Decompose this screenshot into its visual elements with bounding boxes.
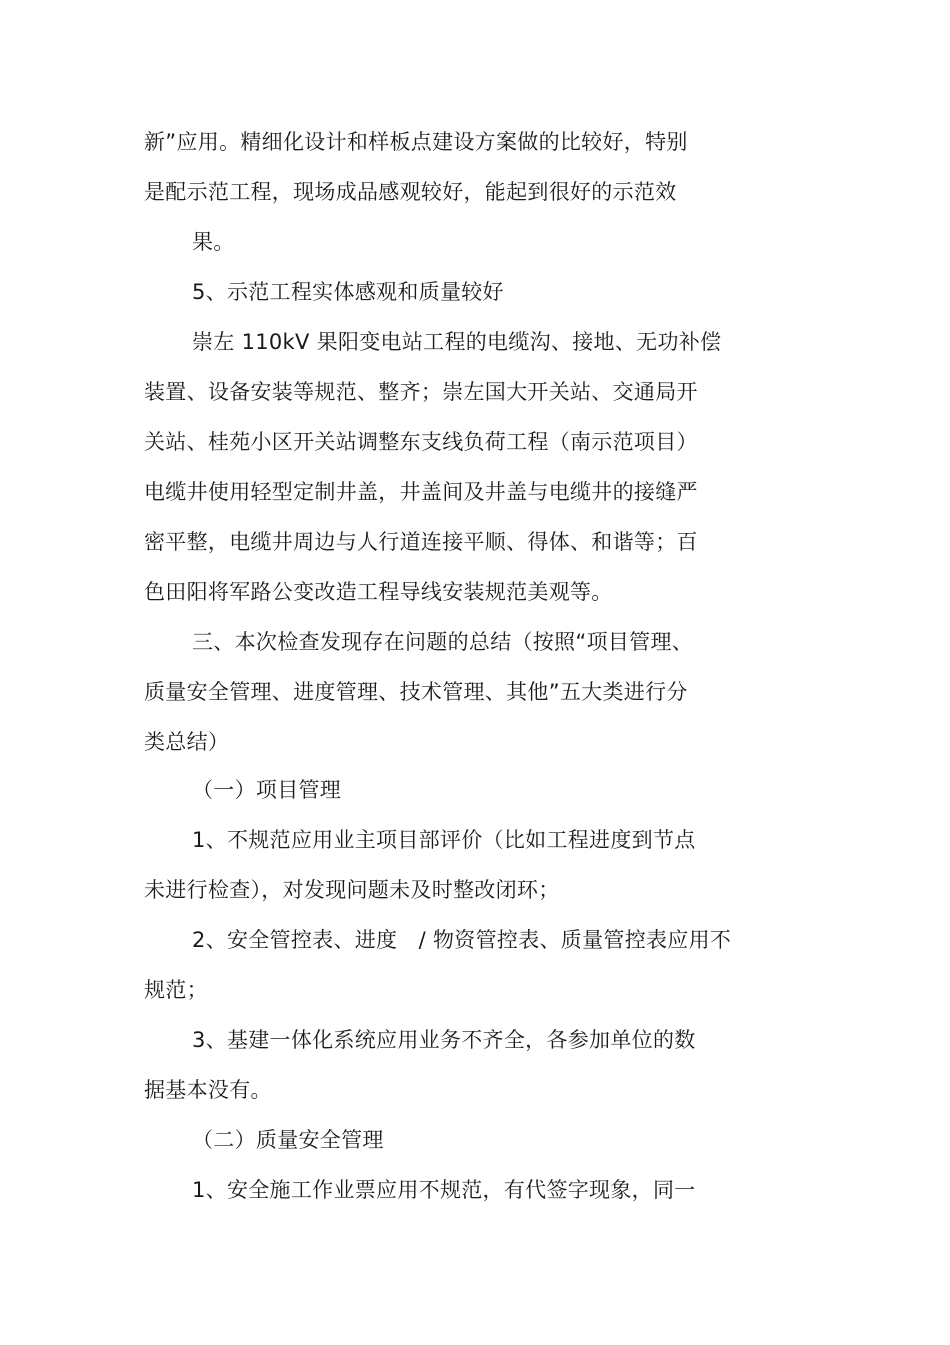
text-line: 是配示范工程，现场成品感观较好，能起到很好的示范效 xyxy=(144,180,677,204)
section-heading: 5、示范工程实体感观和质量较好 xyxy=(192,280,504,304)
list-item: 2、安全管控表、进度 / 物资管控表、质量管控表应用不 xyxy=(192,928,732,952)
text-line: 装置、设备安装等规范、整齐；崇左国大开关站、交通局开 xyxy=(144,380,698,404)
text-line: 密平整，电缆井周边与人行道连接平顺、得体、和谐等；百 xyxy=(144,530,698,554)
subsection-heading: （一）项目管理 xyxy=(192,778,342,802)
text-line: 崇左 110kV 果阳变电站工程的电缆沟、接地、无功补偿 xyxy=(192,330,722,354)
section-heading: 三、本次检查发现存在问题的总结（按照“项目管理、 xyxy=(192,630,694,654)
text-line: 质量安全管理、进度管理、技术管理、其他”五大类进行分 xyxy=(144,680,688,704)
text-line: 电缆井使用轻型定制井盖，井盖间及井盖与电缆井的接缝严 xyxy=(144,480,698,504)
subsection-heading: （二）质量安全管理 xyxy=(192,1128,384,1152)
text-line: 果。 xyxy=(192,230,235,254)
text-line: 关站、桂苑小区开关站调整东支线负荷工程（南示范项目） xyxy=(144,430,698,454)
text-line: 未进行检查），对发现问题未及时整改闭环； xyxy=(144,878,560,902)
text-line: 新”应用。精细化设计和样板点建设方案做的比较好，特别 xyxy=(144,130,688,154)
text-line: 据基本没有。 xyxy=(144,1078,272,1102)
text-line: 规范； xyxy=(144,978,208,1002)
text-line: 色田阳将军路公变改造工程导线安装规范美观等。 xyxy=(144,580,613,604)
list-item: 3、基建一体化系统应用业务不齐全，各参加单位的数 xyxy=(192,1028,696,1052)
list-item: 1、不规范应用业主项目部评价（比如工程进度到节点 xyxy=(192,828,696,852)
list-item: 1、安全施工作业票应用不规范，有代签字现象，同一 xyxy=(192,1178,696,1202)
text-line: 类总结） xyxy=(144,730,230,754)
